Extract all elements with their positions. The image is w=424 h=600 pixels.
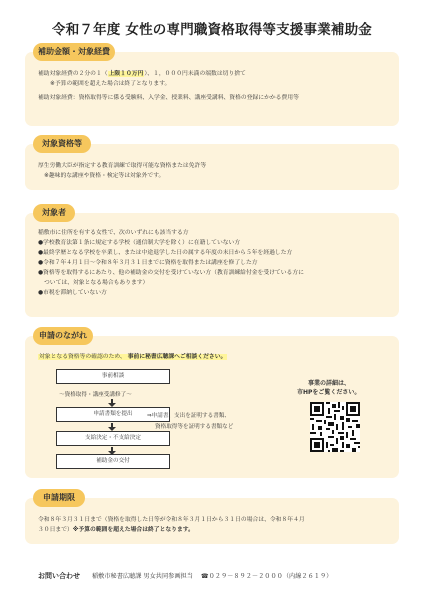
details-link-text: 事業の詳細は、: [308, 380, 351, 387]
budget-note: ※予算の範囲を超えた場合は終了となります。: [50, 81, 171, 87]
section-application-flow: [25, 331, 399, 478]
flow-note-qualification: ～資格取得・講座受講修了～: [59, 392, 132, 398]
eligible-expenses: 補助対象経費：資格取得等に係る受験料、入学金、授業料、講座受講料、資格の登録にかかる費用等: [38, 95, 299, 101]
contact-phone[interactable]: ☎０２９－８９２－２０００（内線２６１９）: [200, 573, 333, 580]
deadline-text: 令和８年３月３１日まで（資格を取得した日等が令和８年３月１日から３１日の場合は、令和８年４月: [38, 517, 305, 523]
section-subsidy-amount: 補助金額・対象経費 補助対象経費の２分の１（上限１０万円）、１，０００円未満の端数は切り捨て ※予算の範囲を超えた場合は終了となります。 補助対象経費：資格取得等に係る受験料、入学金、授業料、講座受講料、資格の登録にかかる費用等: [25, 52, 399, 126]
eligibility-item: ●市税を滞納していない方: [38, 290, 107, 296]
flow-intro: 対象となる資格等の確認のため、: [39, 354, 126, 360]
flow-intro-emphasis: 事前に秘書広聴課へご相談ください。: [127, 354, 227, 360]
contact-label: お問い合わせ: [38, 572, 80, 580]
flow-arrow-icon: [111, 423, 113, 427]
contact-department: 稲敷市秘書広聴課 男女共同参画担当: [91, 573, 193, 580]
eligibility-intro: 稲敷市に住所を有する女性で、次のいずれにも該当する方: [38, 230, 189, 236]
section-heading-flow: 申請のながれ: [33, 327, 93, 345]
flow-arrow-icon: [111, 447, 113, 451]
page-title: 令和７年度 女性の専門職資格取得等支援事業補助金: [52, 22, 372, 38]
contact-info: [38, 571, 332, 581]
flow-step-submit: 申請書類を提出: [56, 407, 170, 422]
qr-code-icon[interactable]: [310, 402, 360, 452]
section-heading-deadline: 申請期限: [33, 489, 85, 507]
eligibility-item-continued: ついては、対象となる場合もあります）: [44, 280, 149, 286]
eligibility-item: ●資格等を取得するにあたり、他の補助金の交付を受けていない方（教育訓練給付金を受けている方に: [38, 270, 304, 276]
flow-side-note: 資格取得等を証明する書類など: [155, 424, 234, 430]
flow-step-consultation: 事前相談: [56, 369, 170, 384]
deadline-text-continued: ３０日まで）: [38, 527, 73, 533]
eligibility-item: ●令和７年４月１日～令和８年３月３１日までに資格を取得または講座を修了した方: [38, 260, 258, 266]
section-eligible-qualifications: [25, 139, 399, 190]
section-deadline: [25, 493, 399, 544]
section-eligible-persons: [25, 208, 399, 317]
details-link-text: 市HPをご覧ください。: [297, 389, 361, 396]
hobby-excluded-note: ※趣味的な講座や資格・検定等は対象外です。: [44, 173, 165, 179]
flow-step-payment: 補助金の交付: [56, 454, 170, 469]
deadline-budget-note: ※予算の範囲を超えた場合は終了となります。: [72, 527, 194, 533]
section-heading-eligible-persons: 対象者: [33, 204, 75, 222]
flow-arrow-icon: [111, 399, 113, 403]
qualification-definition: 厚生労働大臣が指定する教育訓練で取得可能な資格または免許等: [38, 163, 207, 169]
flow-side-note: ⇒申請書、支出を証明する書類、: [147, 413, 230, 419]
section-heading-qualifications: 対象資格等: [33, 135, 91, 153]
flow-step-decision: 支給決定・不支給決定: [56, 431, 170, 446]
subsidy-rate-text: 補助対象経費の２分の１（: [38, 71, 108, 77]
eligibility-item: ●最終学歴となる学校を卒業し、または中途退学した日の属する年度の末日から５年を経過した方: [38, 250, 293, 256]
section-heading-subsidy: 補助金額・対象経費: [33, 43, 115, 61]
eligibility-item: ●学校教育法第１条に規定する学校（通信制大学を除く）に在籍していない方: [38, 240, 241, 246]
subsidy-cap-highlight: 上限１０万円: [108, 71, 144, 77]
